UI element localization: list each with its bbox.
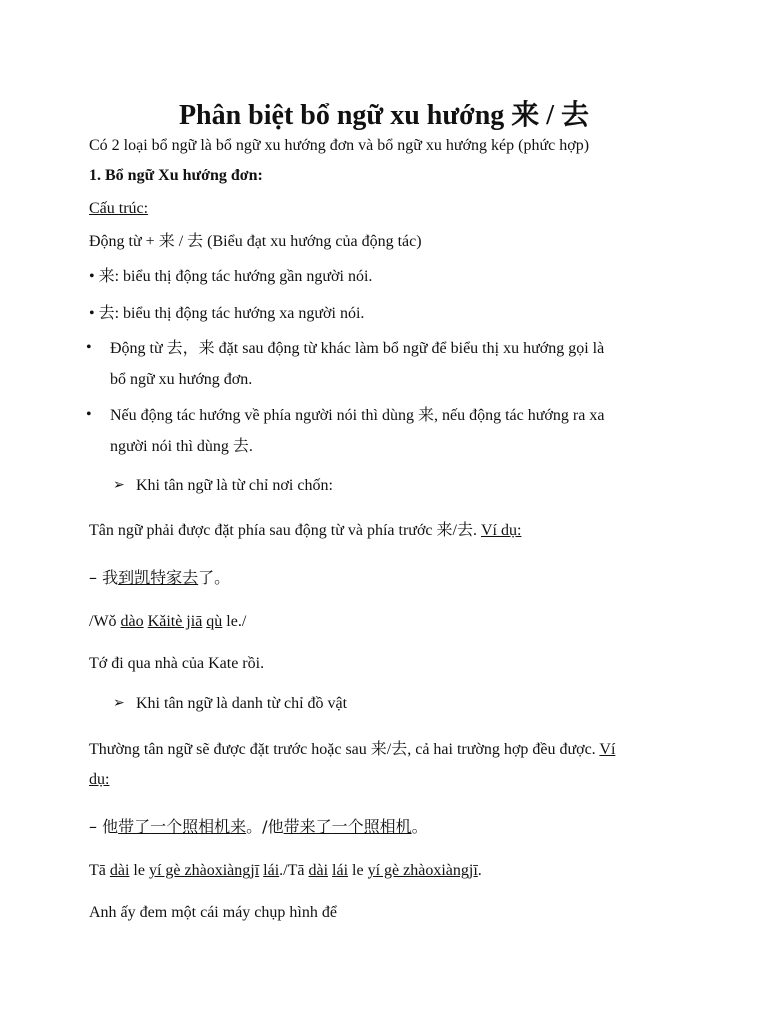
ex1-word: 了。 (198, 568, 231, 587)
ex2-word: 。/ (246, 817, 268, 836)
bullet1-line2: bổ ngữ xu hướng đơn. (110, 371, 253, 388)
structure-label: Cấu trúc: (89, 200, 149, 217)
example1-pinyin (89, 612, 708, 632)
arrow-bullet-icon: ➢ (113, 478, 125, 493)
pinyin-part: dài (308, 862, 329, 879)
bullet1-line1: Động từ 去，来 đặt sau động từ khác làm bổ ngữ để biểu thị xu hướng gọi là (110, 340, 605, 357)
pinyin-part: lái (263, 862, 280, 879)
pinyin-part: Tā (89, 862, 110, 879)
rule1-text: Tân ngữ phải được đặt phía sau động từ và phía trước 来/去. (89, 522, 481, 539)
bullet-marker: • (86, 406, 92, 423)
bullet-marker: • (86, 339, 92, 356)
ex2-word: 一个照相机 (331, 817, 412, 836)
dash: – (89, 568, 103, 587)
pinyin-part: yí gè zhàoxiàngjī (367, 862, 478, 879)
pinyin-part: /Wǒ (89, 613, 121, 630)
pinyin-part: Kǎitè jiā (147, 613, 203, 630)
pinyin-part: ./Tā (279, 862, 309, 879)
bullet2-line2: người nói thì dùng 去. (110, 438, 253, 455)
ex1-word: 到 (118, 568, 135, 587)
pinyin-part: le (348, 862, 368, 879)
intro-text: Có 2 loại bổ ngữ là bổ ngữ xu hướng đơn và bổ ngữ xu hướng kép (phức hợp) (89, 137, 590, 154)
ex2-word: 他 (267, 817, 284, 836)
rule2-line1 (89, 740, 708, 760)
arrow-bullet-icon: ➢ (113, 696, 125, 711)
rule2-text: Thường tân ngữ sẽ được đặt trước hoặc sau 来/去, cả hai trường hợp đều được. (89, 741, 600, 758)
ex2-word: 带来了 (283, 817, 332, 836)
ex1-word: 去 (182, 568, 199, 587)
rule1-line (89, 521, 708, 541)
page-title: Phân biệt bổ ngữ xu hướng 来 / 去 (178, 100, 590, 131)
ex2-word: 。 (411, 817, 428, 836)
pinyin-part: yí gè zhàoxiàngjī (148, 862, 260, 879)
point-lai: • 来: biểu thị động tác hướng gần người nói. (89, 268, 373, 285)
ex2-word: 带了 (118, 817, 151, 836)
example1-chinese (89, 568, 708, 588)
bullet2-line1: Nếu động tác hướng về phía người nói thì dùng 来, nếu động tác hướng ra xa (110, 407, 605, 424)
example2-chinese (89, 817, 708, 837)
section-heading: 1. Bổ ngữ Xu hướng đơn: (89, 167, 263, 184)
formula-text: Động từ + 来 / 去 (Biểu đạt xu hướng của động tác) (89, 233, 422, 250)
ex1-word: 我 (102, 568, 119, 587)
example1-translation: Tớ đi qua nhà của Kate rồi. (89, 655, 265, 672)
rule2-line2: dụ: (89, 771, 110, 788)
example-label: Ví (599, 741, 616, 758)
ex1-word: 凯特家 (134, 568, 183, 587)
pinyin-part: qù (206, 613, 223, 630)
pinyin-part: . (477, 862, 482, 879)
pinyin-part: le (129, 862, 149, 879)
dash: – (89, 817, 103, 836)
pinyin-part: dào (120, 613, 144, 630)
ex2-word: 来 (230, 817, 247, 836)
ex2-word: 他 (102, 817, 119, 836)
example2-translation: Anh ấy đem một cái máy chụp hình để (89, 904, 337, 921)
pinyin-part: le./ (222, 613, 247, 630)
pinyin-part: lái (332, 862, 349, 879)
pinyin-part: dài (109, 862, 130, 879)
ex2-word: 一个照相机 (150, 817, 231, 836)
point-qu: • 去: biểu thị động tác hướng xa người nói. (89, 305, 365, 322)
case1-text: Khi tân ngữ là từ chỉ nơi chốn: (136, 477, 333, 494)
example-label: Ví dụ: (480, 522, 522, 539)
case2-text: Khi tân ngữ là danh từ chỉ đồ vật (136, 695, 348, 712)
example2-pinyin (89, 861, 708, 881)
